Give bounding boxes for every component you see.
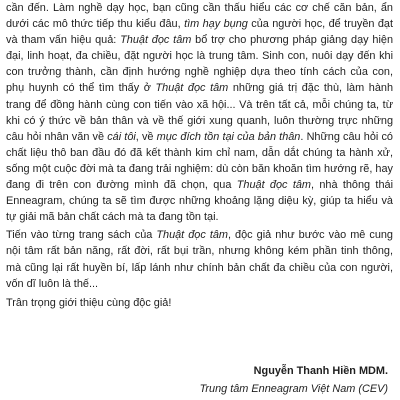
paragraph-greeting — [6, 295, 393, 311]
text-segment-italic: Thuật đọc tâm — [155, 82, 229, 95]
text-segment: cần đến. Làm nghề dạy học, bạn cũng cần thấu hiểu các cơ chế căn bản, ẩn dưới các mô thức tiếp thu kiểu đâu, — [6, 2, 393, 31]
author-organization: Trung tâm Enneagram Việt Nam (CEV) — [199, 383, 388, 395]
text-segment: , nhà thông thái Enneagram, chúng ta sẽ tìm được những khoảng lặng diệu kỳ, giúp ta hiểu và tự giải mã bản chất cách mà ta đang tồn tại. — [6, 179, 393, 224]
text-segment-italic: tìm hạy bụng — [184, 18, 248, 31]
text-segment: những giá trị đặc thù, làm hành trang để đồng hành cùng con tiến vào xã hội... Và trên tất cả, mỗi chúng ta, từ khi có ý thức về bản thân và về thế giới xung quanh, luôn thường trực những câu hỏi nhân văn về — [6, 82, 393, 143]
text-segment: , về — [135, 130, 157, 143]
text-segment: , độc giả như bước vào mê cung nội tâm rất bản năng, rất đời, rất bụi trần, nhưng không kém phần tinh thông, mà cũng lại rất huyền bí, lấp lánh như chính bản chất đa chiều của con người, vốn dĩ luôn là thế... — [6, 229, 393, 290]
signature-block — [200, 362, 388, 398]
paragraph-journey — [6, 227, 393, 291]
body-text — [6, 0, 393, 311]
paragraph-intro — [6, 0, 393, 225]
text-segment-italic: Thuật đọc tâm — [236, 179, 311, 192]
author-name: Nguyễn Thanh Hiền MDM. — [253, 365, 388, 377]
text-segment: Trân trọng giới thiệu cùng độc giả! — [6, 296, 172, 309]
text-segment: bổ trợ cho phương pháp giảng dạy hiện đại, linh hoạt, đa chiều, đặt người học là trung tâm. Sinh con, nuôi dạy đến khi con trưởng thành, cần định hướng nghề nghiệp dựa theo tính cách của con, phụ huynh có thể tìm thấy ở — [6, 34, 393, 95]
text-segment-italic: Thuật đọc tâm — [156, 229, 228, 242]
text-segment-italic: mục đích tồn tại của bản thân — [156, 130, 301, 143]
text-segment: của người học, để truyền đạt và tham vấn hiệu quả: — [6, 18, 393, 47]
text-segment-italic: cái tôi — [107, 130, 136, 143]
text-segment-italic: Thuật đọc tâm — [120, 34, 192, 47]
text-segment: Tiến vào từng trang sách của — [6, 229, 157, 242]
text-segment: . Những câu hỏi có chất liệu thô ban đầu đó đã kết thành kim chỉ nam, dẫn dắt chúng ta hành xử, sống một cuộc đời mà ta đang trải nghiệm: dù còn băn khoăn tìm hướng rẽ, hay đang đi trên con đường mình đã chọn, qua — [6, 130, 393, 192]
